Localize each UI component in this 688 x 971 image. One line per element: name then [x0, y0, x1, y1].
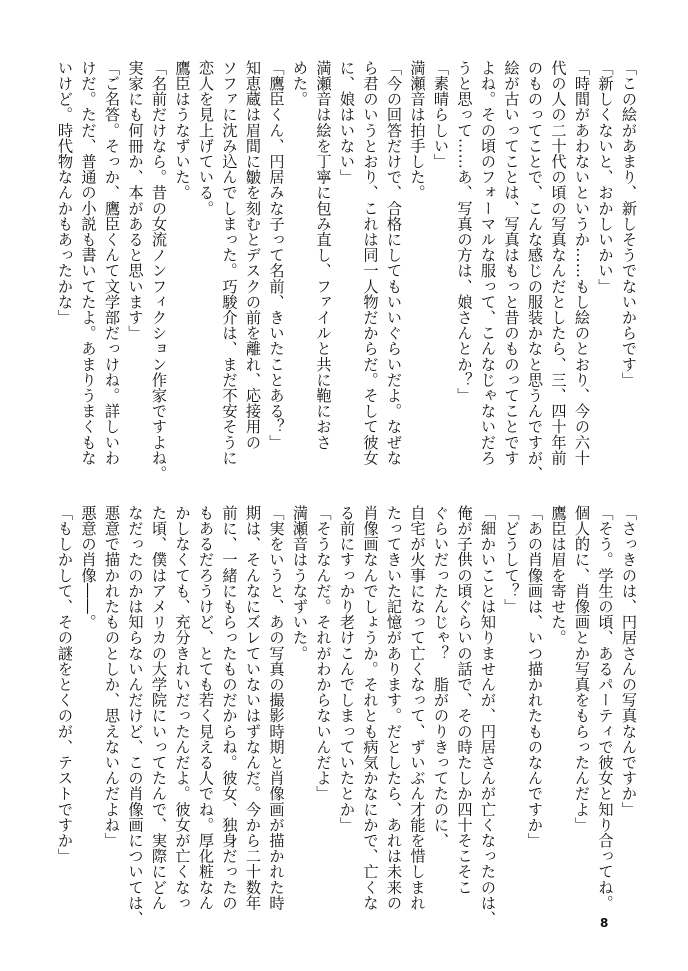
text-line: 肖像画なんでしょうか。それとも病気かなにかで、亡くな	[361, 505, 380, 911]
text-line: ぐらいだったんじゃ？ 脂がのりきってたのに、	[432, 505, 450, 849]
text-line: 「もしかして、その謎をとくのが、テストですか」	[56, 505, 74, 864]
text-line: 「あの肖像画は、いつ描かれたものなんですか」	[526, 505, 544, 849]
text-line: 悪意で描かれたものとしか、思えないんだよね」	[103, 505, 121, 849]
text-line: 代の人の二十代の頃の写真なんだとしたら、三、四十年前	[549, 60, 568, 466]
text-line: かしなくても、充分きれいだったんだよ。彼女が亡くなっ	[173, 505, 192, 911]
text-line: 鷹臣は眉を寄せた。	[549, 505, 568, 646]
text-line: なだったのかは知らないんだけど、この肖像画については、	[126, 505, 145, 927]
text-line: 「ご名答。そっか、鷹臣くんて文学部だっけね。詳しいわ	[103, 60, 121, 466]
page-number: 8	[600, 916, 609, 930]
text-line: いけど。時代物なんかもあったかな」	[56, 60, 74, 326]
text-line: ソファに沈み込んでしまった。巧駿介は、まだ不安そうに	[220, 60, 239, 466]
text-line: 「そうなんだ。それがわからないんだよ」	[314, 505, 333, 802]
text-line: 前に、一緒にもらったものだからね。彼女、独身だったの	[220, 505, 239, 911]
text-line: た頃、僕はアメリカの大学院にいってたんで、実際にどん	[150, 505, 168, 911]
text-line: 知恵蔵は眉間に皺を刻むとデスクの前を離れ、応接用の	[244, 60, 262, 450]
text-line: 「実をいうと、あの写真の撮影時期と肖像画が描かれた時	[267, 505, 286, 911]
text-line: 「どうして？」	[502, 505, 521, 615]
text-line: 「名前だけなら。昔の女流ノンフィクション作家ですよね。	[150, 60, 168, 482]
text-line: 満瀬音はうなずいた。	[291, 505, 309, 661]
text-line: 絵が古いってことは、写真はもっと昔のものってことです	[502, 60, 521, 466]
text-line: 「今の回答だけで、合格にしてもいいぐらいだよ。なぜな	[385, 60, 403, 466]
text-line: けだ。ただ、普通の小説も書いてたよ。あまりうまくもな	[79, 60, 98, 466]
text-line: のものってことで、こんな感じの服装かなと思うんですが、	[526, 60, 544, 482]
text-line: 個人的に、肖像画とか写真をもらったんだよ」	[573, 505, 591, 833]
text-line: る前にすっかり老けこんでしまっていたとか」	[338, 505, 356, 833]
text-line: 実家にも何冊か、本があると思います」	[126, 60, 145, 341]
text-line: 「さっきのは、円居さんの写真なんですか」	[620, 505, 638, 817]
text-line: よね。その頃のフォーマルな服って、こんなじゃないだろ	[479, 60, 497, 466]
text-line: 満瀬音は拍手した。	[408, 60, 427, 201]
text-line: 「時間があわないというか……もし絵のとおり、今の六十	[573, 60, 591, 466]
text-line: 「この絵があまり、新しそうでないからです」	[620, 60, 638, 388]
text-line: 「新しくないと、おかしいかい」	[596, 60, 615, 294]
text-line: 俺が子供の頃ぐらいの話で、その時たしか四十そこそこ	[455, 505, 474, 895]
text-line: 自宅が火事になって亡くなって、ずいぶん才能を惜しまれ	[408, 505, 427, 911]
text-line: 悪意の肖像――。	[79, 505, 98, 630]
text-line: 「そう。学生の頃、あるパーティで彼女と知り合ってね。	[596, 505, 615, 911]
text-line: 「素晴らしい」	[432, 60, 450, 170]
text-line: もあるだろうけど、とても若く見える人でね。厚化粧なん	[197, 505, 215, 911]
text-block-top	[40, 60, 640, 482]
text-line: 「細かいことは知りませんが、円居さんが亡くなったのは、	[479, 505, 497, 927]
text-line: 恋人を見上げている。	[197, 60, 215, 216]
text-block-bottom	[40, 505, 640, 927]
text-line: めた。	[291, 60, 309, 107]
text-line: 鷹臣はうなずいた。	[173, 60, 192, 201]
text-line: に、娘はいない」	[338, 60, 356, 185]
text-line: たってきいた記憶があります。だとしたら、あれは未来の	[385, 505, 403, 911]
text-line: うと思って……あ、写真の方は、娘さんとか？」	[455, 60, 474, 404]
text-line: 「鷹臣くん、円居みな子って名前、きいたことある？」	[267, 60, 286, 450]
text-line: ら君のいうとおり、これは同一人物だからだ。そして彼女	[361, 60, 380, 466]
text-line: 満瀬音は絵を丁寧に包み直し、ファイルと共に鞄におさ	[314, 60, 333, 450]
text-line: 期は、そんなにズレていないはずなんだ。今から二十数年	[244, 505, 262, 911]
